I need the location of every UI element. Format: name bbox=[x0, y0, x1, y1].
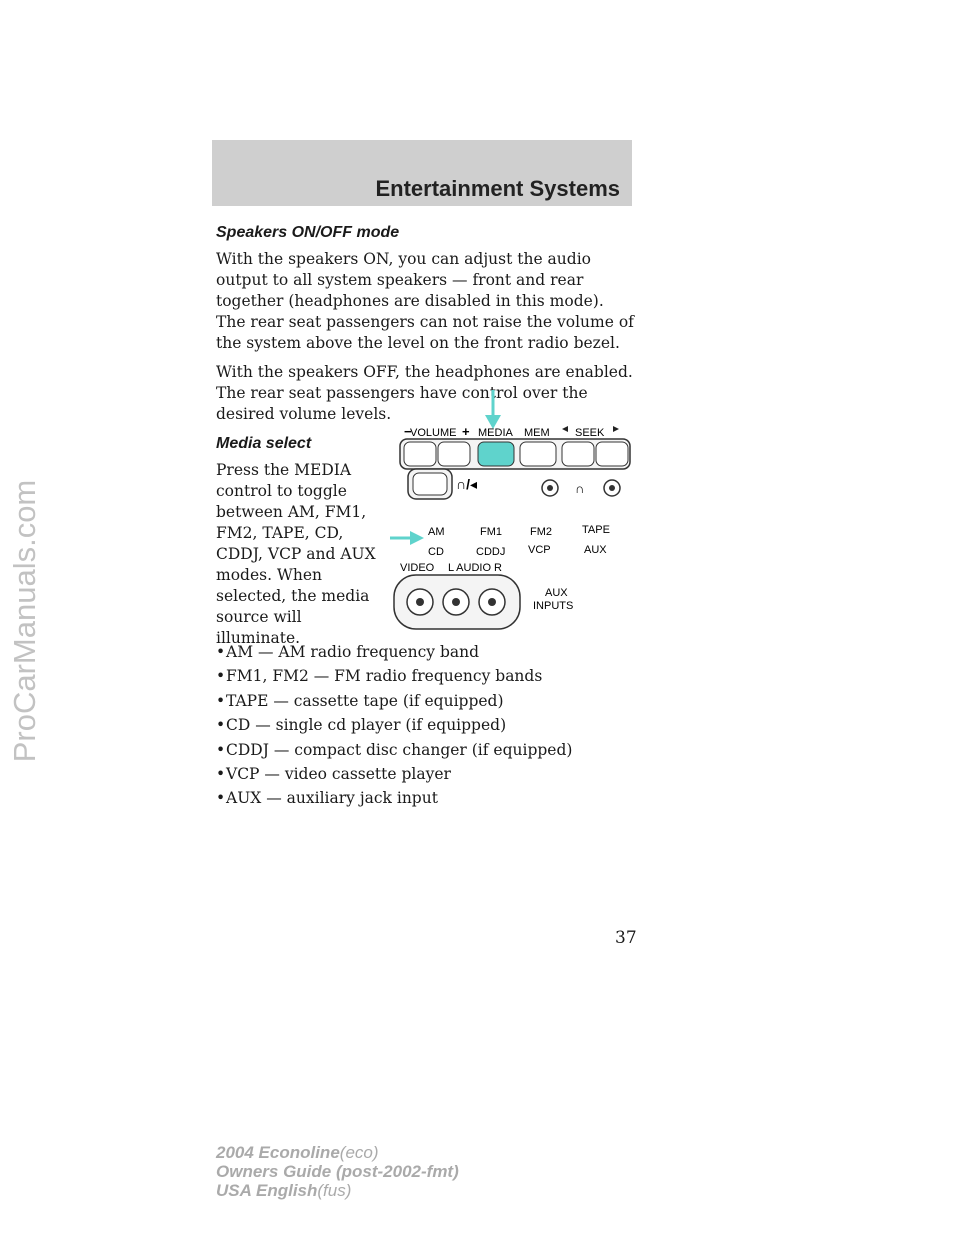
headphone-icon: ∩ bbox=[575, 481, 585, 496]
speaker-toggle-button[interactable] bbox=[413, 473, 447, 495]
heading-media-select: Media select bbox=[216, 435, 312, 452]
seek-up-button[interactable] bbox=[596, 442, 628, 466]
list-item: •TAPE — cassette tape (if equipped) bbox=[216, 691, 504, 710]
watermark: ProCarManuals.com bbox=[7, 479, 42, 763]
arrow-right-icon bbox=[390, 531, 424, 545]
headphone-speaker-icon: ∩/◂ bbox=[456, 476, 478, 492]
list-item: •CDDJ — compact disc changer (if equipped) bbox=[216, 740, 573, 759]
list-item: •AUX — auxiliary jack input bbox=[216, 789, 438, 808]
paragraph: With the speakers ON, you can adjust the audio output to all system speakers — front and rear together (headphones are disabled in this mode). The rear seat passengers can not raise the volume of the system above the level on the front radio bezel. bbox=[216, 250, 634, 352]
mode-tape: TAPE bbox=[582, 524, 610, 536]
footer: 2004 Econoline(eco) Owners Guide (post-2002-fmt) USA English(fus) bbox=[216, 1143, 459, 1200]
seek-left-icon bbox=[562, 426, 568, 432]
video-label: VIDEO bbox=[400, 562, 435, 574]
volume-up-button[interactable] bbox=[438, 442, 470, 466]
mem-button[interactable] bbox=[520, 442, 556, 466]
media-label: MEDIA bbox=[478, 427, 513, 439]
seek-down-button[interactable] bbox=[562, 442, 594, 466]
volume-label: VOLUME bbox=[410, 427, 457, 439]
list-item: •CD — single cd player (if equipped) bbox=[216, 716, 507, 735]
svg-text:+: + bbox=[462, 424, 470, 439]
list-item: •AM — AM radio frequency band bbox=[216, 643, 480, 661]
mode-aux: AUX bbox=[584, 544, 607, 556]
mode-am: AM bbox=[428, 526, 445, 538]
page-number: 37 bbox=[615, 928, 637, 948]
header-band bbox=[212, 140, 632, 206]
paragraph: Press the MEDIA control to toggle between AM, FM1, FM2, TAPE, CD, CDDJ, VCP and AUX modes. When selected, the media source will illuminate. bbox=[216, 461, 376, 647]
rear-controls-diagram bbox=[380, 385, 640, 635]
seek-right-icon bbox=[613, 426, 619, 432]
mode-fm1: FM1 bbox=[480, 526, 502, 538]
media-button[interactable] bbox=[478, 442, 514, 466]
audio-label: L AUDIO R bbox=[448, 562, 502, 574]
heading-speakers: Speakers ON/OFF mode bbox=[216, 224, 400, 241]
mode-cddj: CDDJ bbox=[476, 546, 506, 558]
volume-down-button[interactable] bbox=[404, 442, 436, 466]
inputs-label: INPUTS bbox=[533, 600, 574, 612]
mem-label: MEM bbox=[524, 427, 550, 439]
svg-text:−: − bbox=[404, 424, 412, 439]
seek-label: SEEK bbox=[575, 427, 605, 439]
paragraph: With the speakers OFF, the headphones are enabled. The rear seat passengers have control over the desired volume levels. bbox=[216, 363, 633, 423]
mode-vcp: VCP bbox=[528, 544, 551, 556]
mode-cd: CD bbox=[428, 546, 444, 558]
section-title: Entertainment Systems bbox=[375, 176, 620, 201]
list-item: •VCP — video cassette player bbox=[216, 764, 451, 783]
aux-label: AUX bbox=[545, 587, 568, 599]
list-item: •FM1, FM2 — FM radio frequency bands bbox=[216, 667, 543, 686]
arrow-down-icon bbox=[485, 390, 501, 429]
mode-fm2: FM2 bbox=[530, 526, 552, 538]
media-mode-list bbox=[216, 640, 636, 811]
